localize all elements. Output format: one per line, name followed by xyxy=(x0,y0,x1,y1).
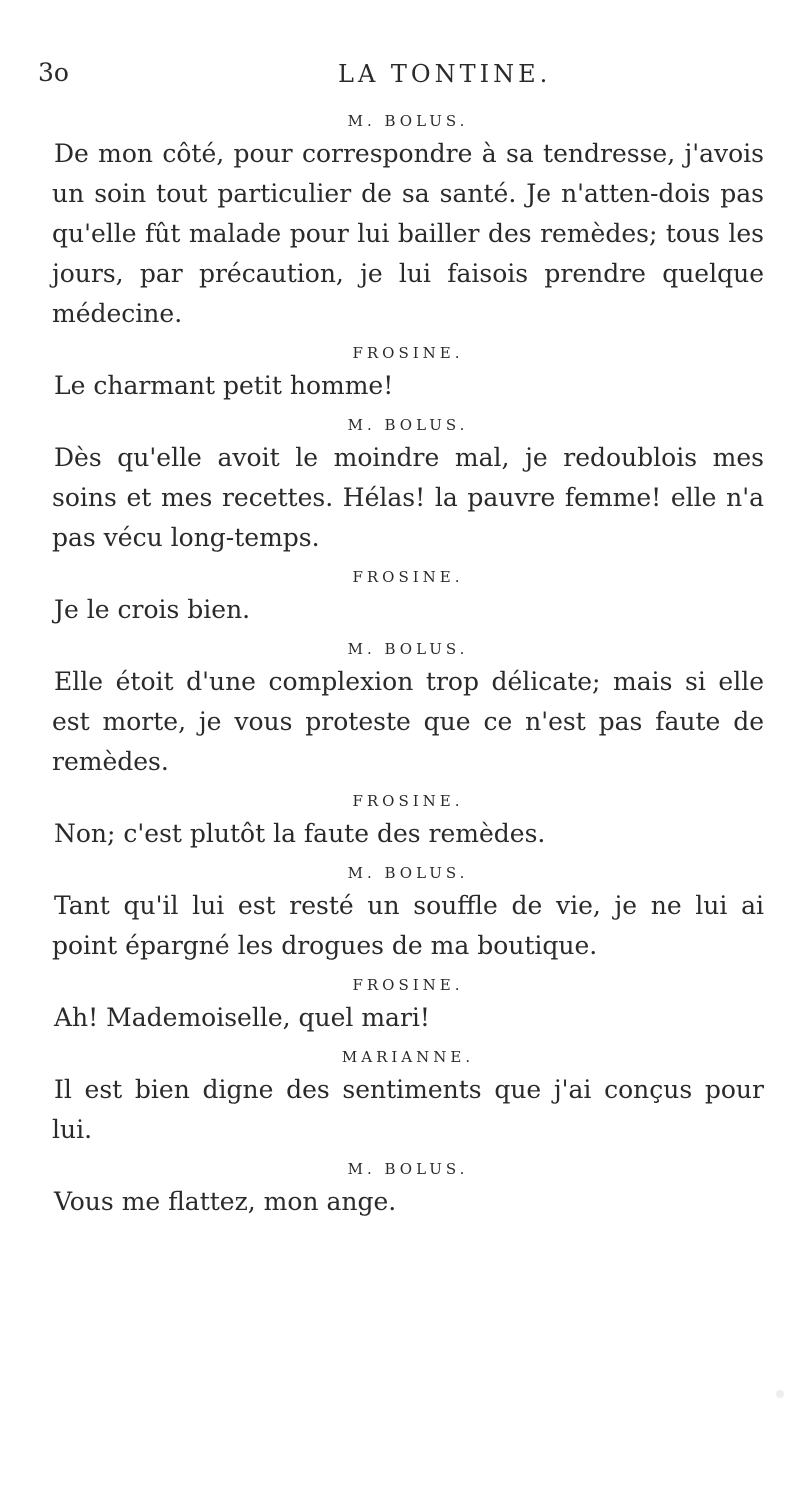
speaker-name: M. BOLUS. xyxy=(347,416,469,434)
speaker-name: M. BOLUS. xyxy=(347,640,469,658)
speech-paragraph: Elle étoit d'une complexion trop délicate; mais si elle est morte, je vous proteste que ce n'est pas faute de remèdes. xyxy=(52,667,764,776)
paper-speck xyxy=(776,1390,784,1398)
speech-paragraph: Non; c'est plutôt la faute des remèdes. xyxy=(54,819,546,848)
speaker-name: FROSINE. xyxy=(352,976,464,994)
speech-paragraph: De mon côté, pour correspondre à sa tendresse, j'avois un soin tout particulier de sa santé. Je n'atten-dois pas qu'elle fût malade pour lui bailler des remèdes; tous les jours, par précaution, je lui faisois prendre quelque médecine. xyxy=(52,139,764,328)
dialogue-text xyxy=(52,108,764,1228)
speaker-name: FROSINE. xyxy=(352,792,464,810)
speech-paragraph: Vous me flattez, mon ange. xyxy=(54,1187,397,1216)
running-head xyxy=(38,58,760,98)
speech-paragraph: Tant qu'il lui est resté un souffle de vie, je ne lui ai point épargné les drogues de ma boutique. xyxy=(52,891,764,960)
page-number: 3o xyxy=(38,58,69,87)
speech-paragraph: Dès qu'elle avoit le moindre mal, je redoublois mes soins et mes recettes. Hélas! la pauvre femme! elle n'a pas vécu long-temps. xyxy=(52,443,764,552)
speaker-name: M. BOLUS. xyxy=(347,864,469,882)
running-title: LA TONTINE. xyxy=(338,60,552,88)
speech-paragraph: Ah! Mademoiselle, quel mari! xyxy=(54,1003,430,1032)
speech-paragraph: Le charmant petit homme! xyxy=(54,371,394,400)
speech-paragraph: Il est bien digne des sentiments que j'ai conçus pour lui. xyxy=(52,1075,764,1144)
speaker-name: M. BOLUS. xyxy=(347,1160,469,1178)
speaker-name: FROSINE. xyxy=(352,568,464,586)
speaker-name: M. BOLUS. xyxy=(347,112,469,130)
speaker-name: FROSINE. xyxy=(352,344,464,362)
speaker-name: MARIANNE. xyxy=(341,1048,475,1066)
speech-paragraph: Je le crois bien. xyxy=(54,595,251,624)
